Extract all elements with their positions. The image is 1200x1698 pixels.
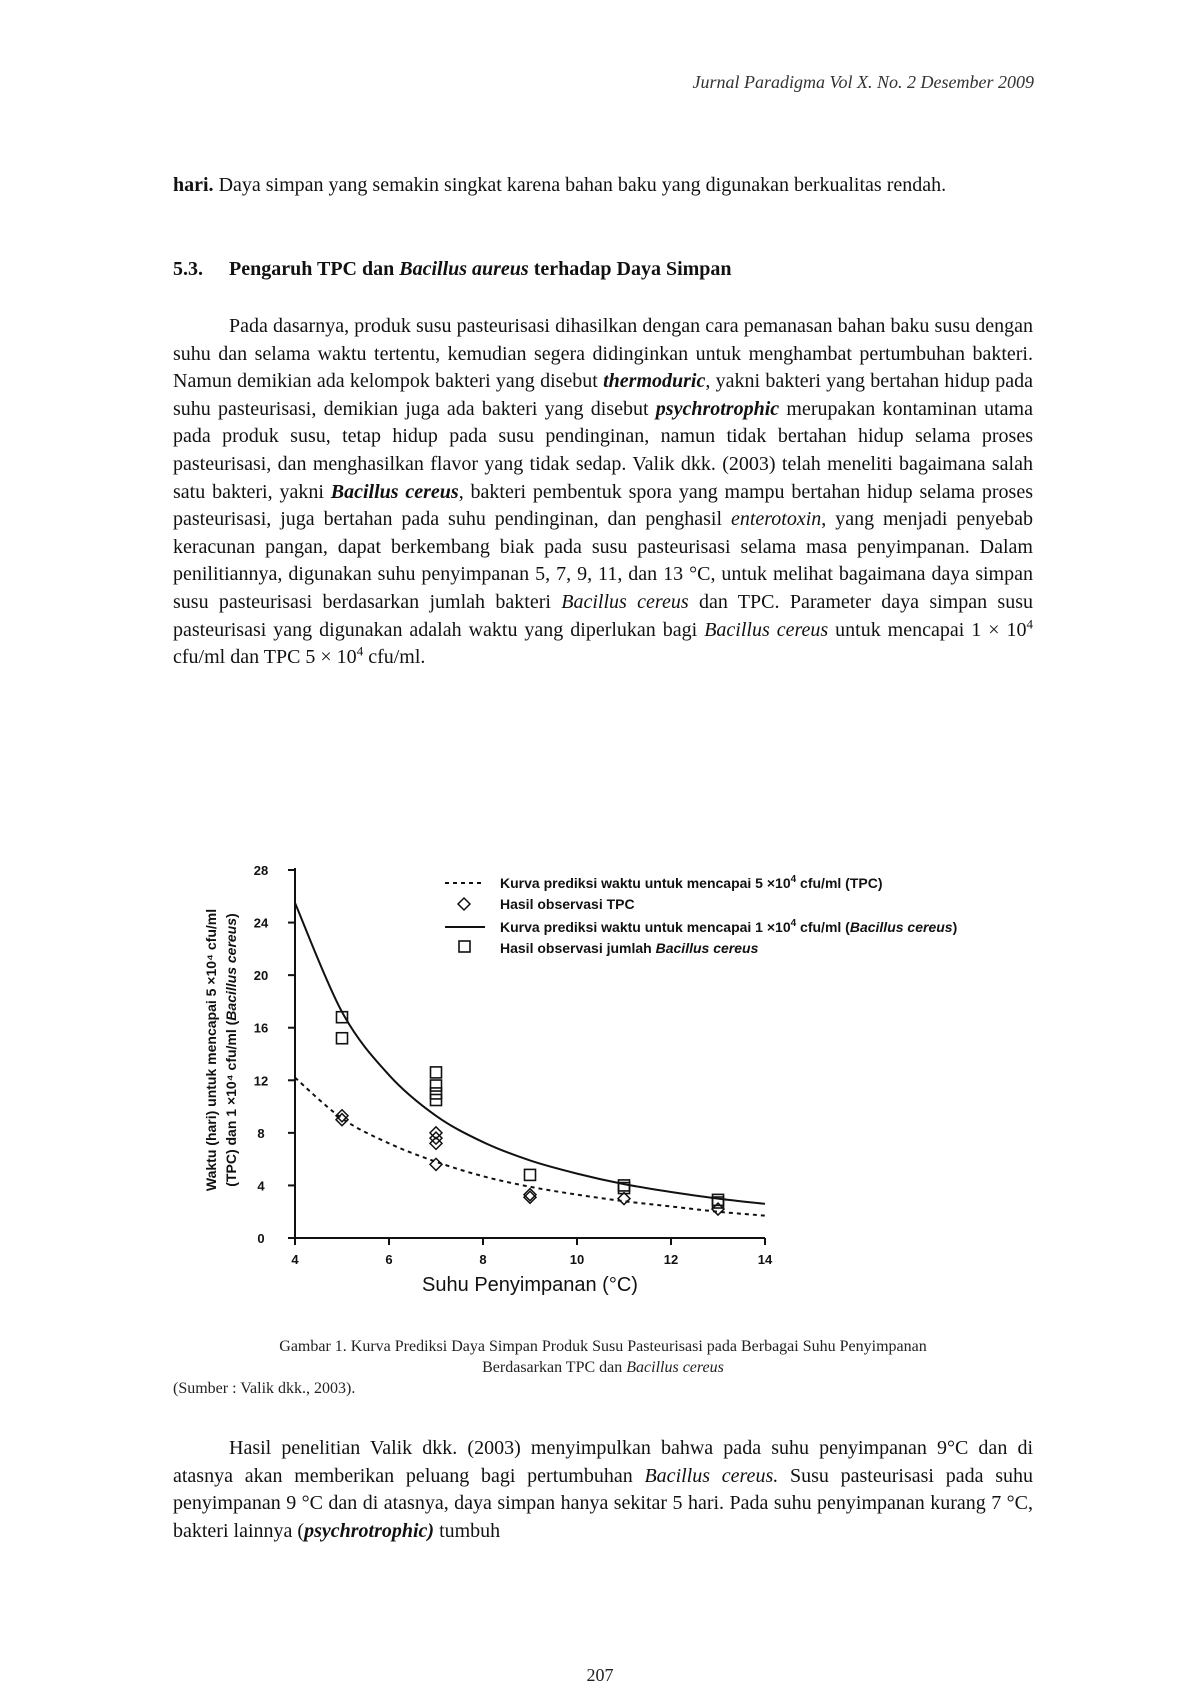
p2-s8: cfu/ml dan TPC 5 × 10 [173, 646, 357, 669]
p1-bold: hari. [173, 174, 214, 196]
legend-entry-1: Kurva prediksi waktu untuk mencapai $5 \times 10^4$ cfu/ml (TPC) [500, 874, 883, 891]
p2-s3: merupakan kontaminan utama pada produk susu, tetap hidup pada susu pendinginan, namun tidak bertahan hidup selama proses pasteurisasi, dan menghasilkan flavor yang tidak sedap. Valik dkk. (2003) telah meneliti bagaimana salah satu bakteri, yakni [173, 397, 1033, 503]
y-tick-label: 20 [253, 968, 269, 984]
paragraph-3 [173, 1435, 1033, 1545]
caption-line-1: Gambar 1. Kurva Prediksi Daya Simpan Produk Susu Pasteurisasi pada Berbagai Suhu Penyimpanan [279, 1338, 927, 1355]
y-label2-post: ) [223, 913, 239, 918]
x-tick-label: 8 [479, 1252, 487, 1267]
bacillus-observation-point [431, 1067, 442, 1078]
p2-s7: untuk mencapai 1 × 10 [828, 618, 1027, 641]
shelf-life-chart [180, 850, 1020, 1320]
y-label2-pre: (TPC) dan 1 ×10⁴ cfu/ml ( [223, 1020, 239, 1187]
section-number: 5.3. [173, 258, 203, 280]
caption-line-2: Berdasarkan TPC dan Bacillus cereus [482, 1359, 724, 1376]
p3-s1: Hasil penelitian Valik dkk. (2003) menyimpulkan bahwa pada suhu penyimpanan 9°C dan di atasnya akan memberikan peluang bagi pertumbuhan [173, 1437, 1033, 1487]
bacillus-observation-point [337, 1033, 348, 1044]
p2-s5: , yang menjadi penyebab keracunan pangan, dapat berkembang biak pada susu pasteurisasi selama masa penyimpanan. Dalam penilitiannya, digunakan suhu penyimpanan 5, 7, 9, 11, dan 13 °C, untuk melihat bagaimana daya simpan susu pasteurisasi berdasarkan jumlah bakteri [173, 508, 1033, 613]
y-tick-label: 12 [253, 1073, 269, 1089]
p2-s9: cfu/ml. [363, 646, 426, 669]
p1-text: Daya simpan yang semakin singkat karena bahan baku yang digunakan berkualitas rendah. [213, 174, 947, 196]
y-tick-label: 28 [253, 863, 269, 878]
y-tick-label: 24 [253, 915, 269, 931]
p2-term-bacillus-2: Bacillus cereus [561, 590, 689, 613]
heading-italic: Bacillus aureus [399, 258, 529, 280]
p2-term-bacillus-3: Bacillus cereus [704, 618, 829, 641]
markers [336, 1012, 724, 1215]
p3-term-bacillus: Bacillus cereus. [644, 1464, 779, 1487]
y-tick-label: 4 [257, 1178, 265, 1194]
p2-s4: , bakteri pembentuk spora yang mampu bertahan hidup selama proses pasteurisasi, juga bertahan pada suhu pendinginan, dan penghasil [173, 480, 1033, 531]
page-number: 207 [586, 1665, 614, 1685]
legend-entry-2: Hasil observasi TPC [500, 896, 635, 912]
y-tick-label: 16 [253, 1020, 269, 1036]
legend-entry-3: Kurva prediksi waktu untuk mencapai $1 \times 10^4$ cfu/ml (Bacillus cereus) [500, 918, 958, 935]
bacillus-observation-point [431, 1088, 442, 1099]
x-axis-label: Suhu Penyimpanan (°C) [422, 1274, 638, 1296]
p2-term-enterotoxin: enterotoxin [730, 508, 822, 531]
tpc-observation-point [618, 1193, 630, 1205]
bacillus-observation-point [431, 1080, 442, 1091]
figure-source: (Sumber : Valik dkk., 2003). [173, 1380, 356, 1397]
section-heading [173, 258, 732, 281]
figure-1 [180, 850, 1020, 1325]
x-tick-label: 14 [757, 1252, 773, 1267]
p2-exp-2: 4 [356, 643, 364, 659]
x-tick-label: 12 [663, 1252, 679, 1267]
paragraph-2 [173, 313, 1033, 672]
x-tick-label: 4 [291, 1252, 299, 1267]
x-tick-label: 10 [569, 1252, 585, 1267]
bacillus-observation-point [431, 1095, 442, 1106]
p3-s3: tumbuh [434, 1519, 501, 1542]
bacillus-observation-point [525, 1169, 536, 1180]
y-axis-label-line2 [223, 913, 239, 1186]
p2-exp-1: 4 [1026, 615, 1033, 631]
heading-post: terhadap Daya Simpan [528, 258, 732, 280]
p2-s6: dan TPC. Parameter daya simpan susu pasteurisasi yang digunakan adalah waktu yang diperlukan bagi [173, 590, 1033, 641]
p2-s2: , yakni bakteri yang bertahan hidup pada suhu pasteurisasi, demikian juga ada bakteri yang disebut [173, 370, 1033, 420]
y-tick-label: 0 [257, 1231, 265, 1246]
paragraph-1 [173, 172, 1033, 200]
p3-s2: Susu pasteurisasi pada suhu penyimpanan 9 °C dan di atasnya, daya simpan hanya sekitar 5 hari. Pada suhu penyimpanan kurang 7 °C, bakteri lainnya ( [173, 1464, 1033, 1542]
chart-legend [445, 874, 957, 956]
p2-term-thermoduric: thermoduric [603, 370, 706, 393]
heading-pre: Pengaruh TPC dan [229, 258, 400, 280]
figure-caption [173, 1336, 1033, 1378]
y-label2-italic: Bacillus cereus [223, 917, 239, 1021]
legend-diamond-icon [458, 898, 470, 910]
p2-term-bacillus: Bacillus cereus [330, 480, 459, 503]
p3-term-psychrotrophic: psychrotrophic) [304, 1519, 435, 1542]
p2-s1: Pada dasarnya, produk susu pasteurisasi dihasilkan dengan cara pemanasan bahan baku susu dengan suhu dan selama waktu tertentu, kemudian segera didinginkan untuk menghambat pertumbuhan bakteri. Namun demikian ada kelompok bakteri yang disebut [173, 315, 1033, 393]
y-axis-label-line1: Waktu (hari) untuk mencapai 5 ×10⁴ cfu/ml [203, 908, 219, 1192]
journal-header: Jurnal Paradigma Vol X. No. 2 Desember 2009 [692, 72, 1034, 92]
legend-entry-4: Hasil observasi jumlah Bacillus cereus [500, 940, 759, 956]
y-tick-label: 8 [257, 1125, 265, 1141]
p2-term-psychrotrophic: psychrotrophic [655, 397, 780, 420]
legend-square-icon [459, 941, 470, 952]
x-tick-label: 6 [385, 1252, 393, 1267]
